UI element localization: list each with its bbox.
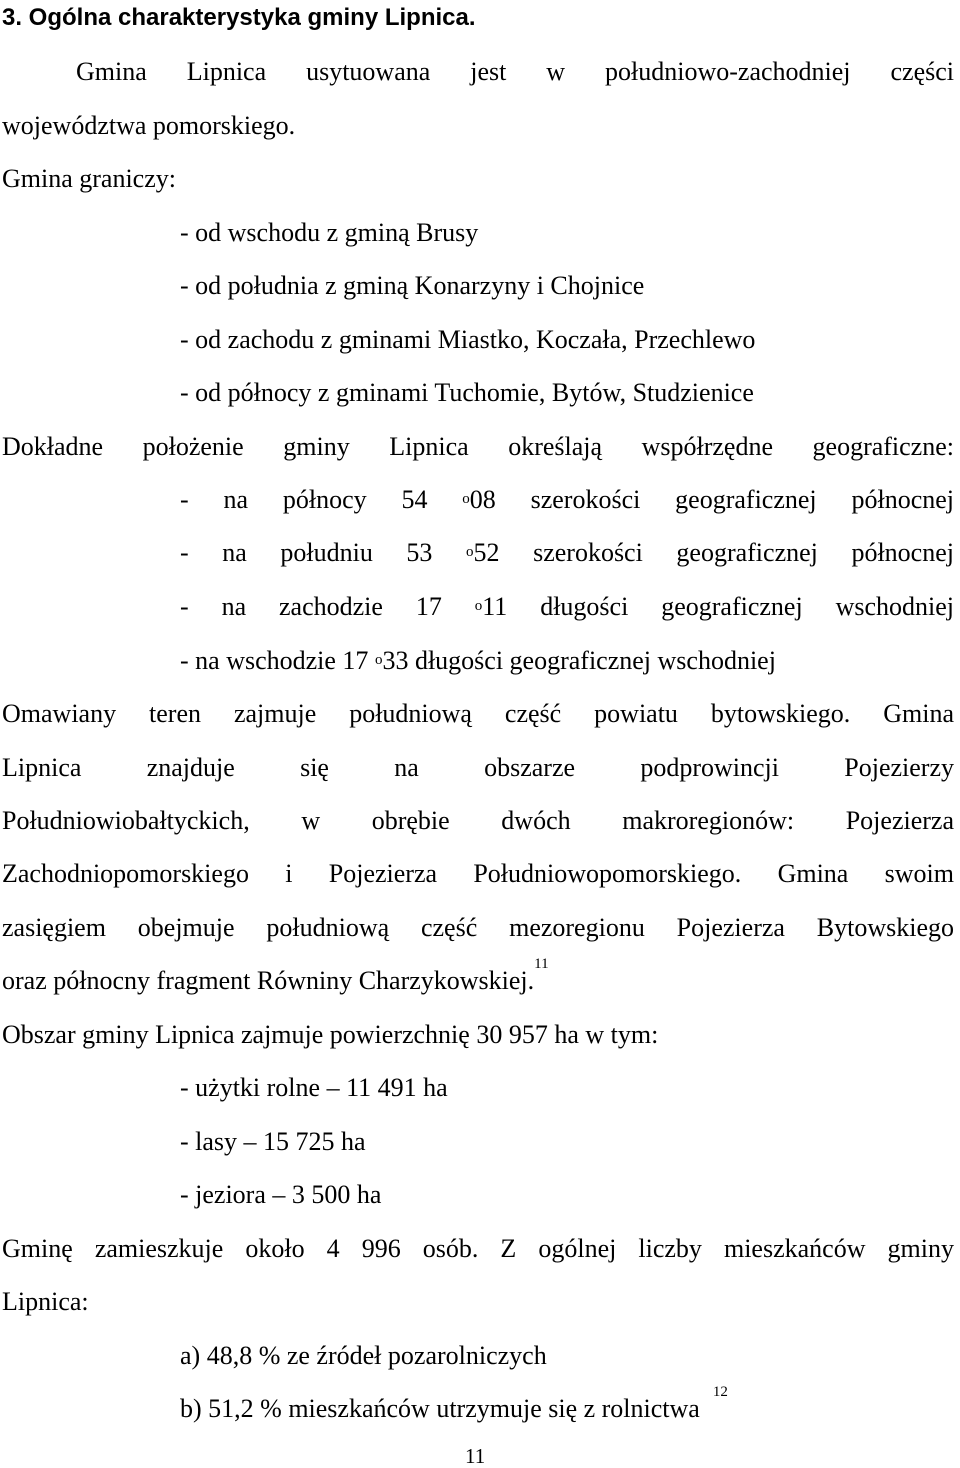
region-line-5: zasięgiem obejmuje południową część mezoregionu Pojezierza Bytowskiego <box>2 913 954 942</box>
coordinate-west <box>180 592 954 622</box>
region-line-6 <box>2 956 954 996</box>
coordinates-label: Dokładne położenie gminy Lipnica określają współrzędne geograficzne: <box>2 432 954 461</box>
intro-line-2: województwa pomorskiego. <box>2 111 296 140</box>
coordinate-west-rest: 11 długości geograficznej wschodniej <box>482 592 954 621</box>
degree-sign: o <box>462 491 470 507</box>
region-line-2: Lipnica znajduje się na obszarze podprowincji Pojezierzy <box>2 753 954 782</box>
region-line-6-text: oraz północny fragment Równiny Charzykowskiej. <box>2 966 535 995</box>
population-item-a: a) 48,8 % ze źródeł pozarolniczych <box>180 1341 547 1370</box>
coordinate-south-rest: 52 szerokości geograficznej północnej <box>473 538 954 567</box>
region-line-3: Południowiobałtyckich, w obrębie dwóch makroregionów: Pojezierza <box>2 806 954 835</box>
coordinate-south <box>180 538 954 568</box>
border-item-north: - od północy z gminami Tuchomie, Bytów, Studzienice <box>180 378 754 407</box>
population-line-1: Gminę zamieszkuje około 4 996 osób. Z ogólnej liczby mieszkańców gminy <box>2 1234 954 1263</box>
degree-sign: o <box>474 598 483 614</box>
degree-sign: o <box>374 652 383 668</box>
population-item-b <box>180 1384 954 1424</box>
area-item-forests: - lasy – 15 725 ha <box>180 1127 366 1156</box>
border-item-east: - od wschodu z gminą Brusy <box>180 218 479 247</box>
area-item-lakes: - jeziora – 3 500 ha <box>180 1180 382 1209</box>
section-heading: 3. Ogólna charakterystyka gminy Lipnica. <box>2 4 476 31</box>
coordinate-north <box>180 485 954 515</box>
page-number: 11 <box>465 1444 486 1468</box>
coordinate-north-rest: 08 szerokości geograficznej północnej <box>469 485 954 514</box>
degree-sign: o <box>466 544 474 560</box>
intro-line-1: Gmina Lipnica usytuowana jest w południowo-zachodniej części <box>76 57 954 86</box>
footnote-ref-12: 12 <box>712 1384 728 1400</box>
coordinate-east-degrees: - na wschodzie 17 <box>180 646 375 675</box>
population-line-2: Lipnica: <box>2 1287 89 1316</box>
border-item-south: - od południa z gminą Konarzyny i Chojnice <box>180 271 645 300</box>
region-line-4: Zachodniopomorskiego i Pojezierza Południowopomorskiego. Gmina swoim <box>2 859 954 888</box>
footnote-ref-11: 11 <box>534 956 549 972</box>
coordinate-south-degrees: - na południu 53 <box>180 538 466 567</box>
borders-label: Gmina graniczy: <box>2 164 176 193</box>
coordinate-east <box>180 646 954 676</box>
area-item-farmland: - użytki rolne – 11 491 ha <box>180 1073 448 1102</box>
coordinate-north-degrees: - na północy 54 <box>180 485 463 514</box>
area-label: Obszar gminy Lipnica zajmuje powierzchnię 30 957 ha w tym: <box>2 1020 659 1049</box>
border-item-west: - od zachodu z gminami Miastko, Koczała, Przechlewo <box>180 325 756 354</box>
coordinate-east-rest: 33 długości geograficznej wschodniej <box>382 646 776 675</box>
population-item-b-text: b) 51,2 % mieszkańców utrzymuje się z rolnictwa <box>180 1394 700 1423</box>
coordinate-west-degrees: - na zachodzie 17 <box>180 592 475 621</box>
region-line-1: Omawiany teren zajmuje południową część powiatu bytowskiego. Gmina <box>2 699 954 728</box>
